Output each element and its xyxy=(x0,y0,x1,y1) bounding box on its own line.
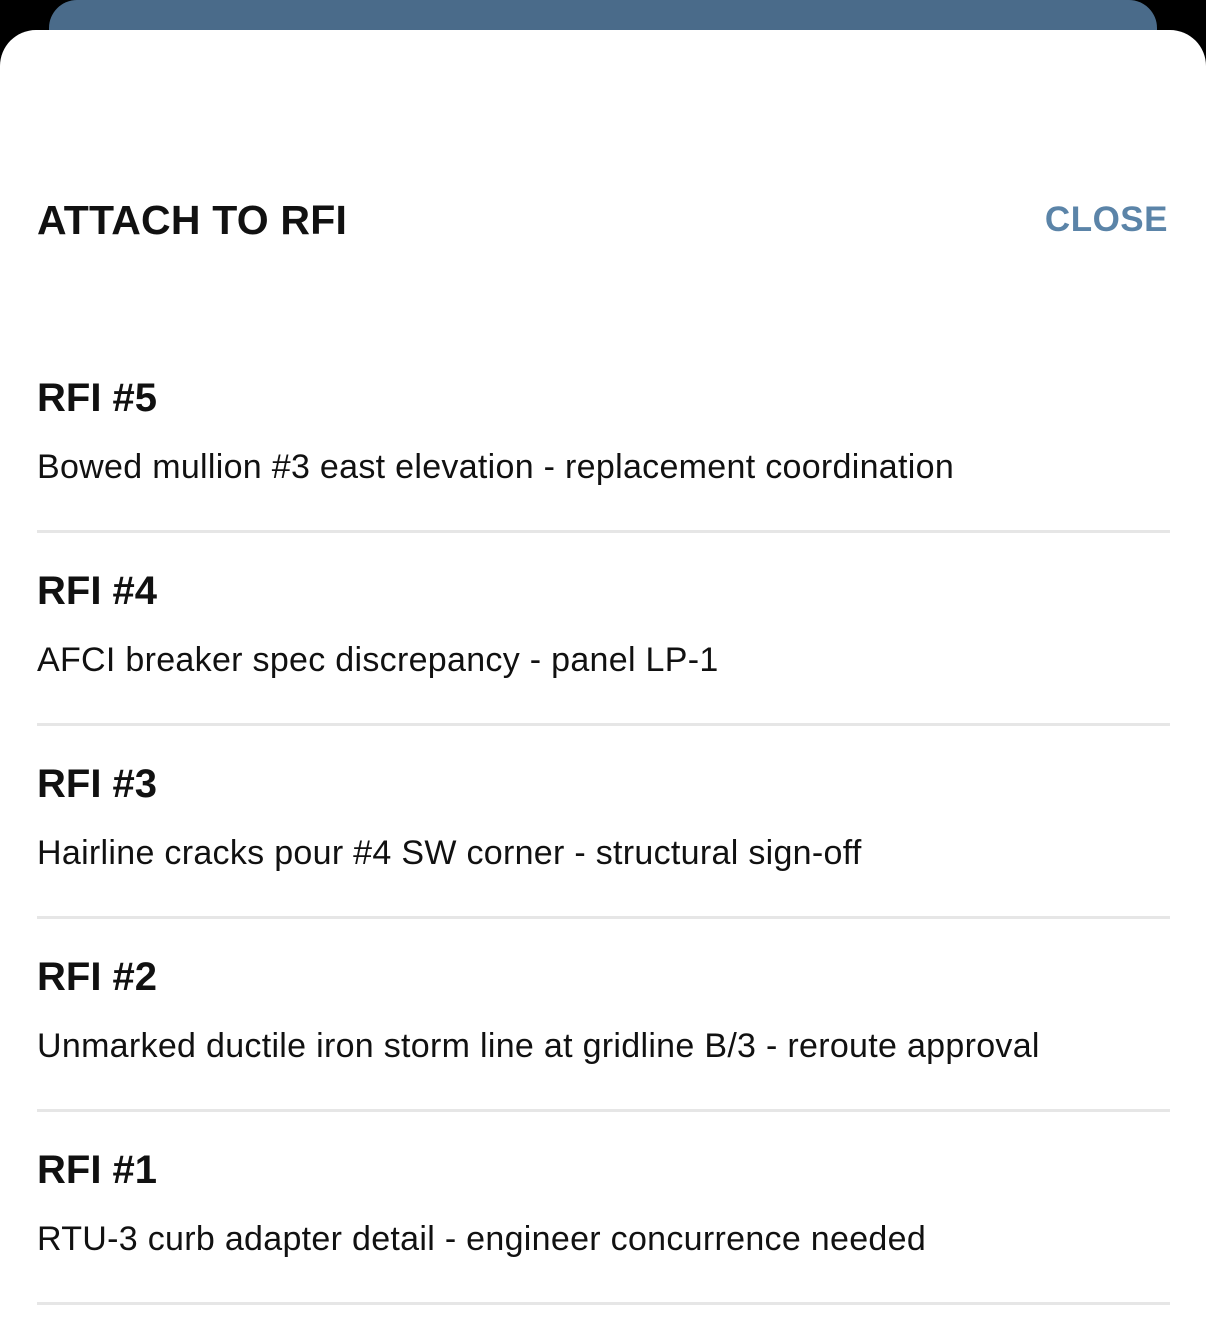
rfi-item-5[interactable] xyxy=(37,340,1170,533)
sheet-title: ATTACH TO RFI xyxy=(37,196,348,243)
sheet-header xyxy=(37,190,1168,250)
rfi-description: Hairline cracks pour #4 SW corner - structural sign-off xyxy=(37,834,862,872)
rfi-number: RFI #3 xyxy=(37,762,158,806)
attach-to-rfi-sheet xyxy=(0,30,1206,1330)
rfi-description: AFCI breaker spec discrepancy - panel LP-1 xyxy=(37,641,719,679)
rfi-number: RFI #5 xyxy=(37,376,158,420)
rfi-item-2[interactable] xyxy=(37,919,1170,1112)
rfi-item-3[interactable] xyxy=(37,726,1170,919)
close-button[interactable]: CLOSE xyxy=(1044,200,1168,239)
rfi-description: Bowed mullion #3 east elevation - replacement coordination xyxy=(37,448,955,486)
rfi-description: Unmarked ductile iron storm line at gridline B/3 - reroute approval xyxy=(37,1027,1040,1065)
rfi-list xyxy=(37,340,1170,1305)
rfi-number: RFI #2 xyxy=(37,955,158,999)
rfi-item-1[interactable] xyxy=(37,1112,1170,1305)
rfi-number: RFI #1 xyxy=(37,1148,158,1192)
rfi-description: RTU-3 curb adapter detail - engineer concurrence needed xyxy=(37,1220,927,1258)
rfi-number: RFI #4 xyxy=(37,569,158,613)
rfi-item-4[interactable] xyxy=(37,533,1170,726)
